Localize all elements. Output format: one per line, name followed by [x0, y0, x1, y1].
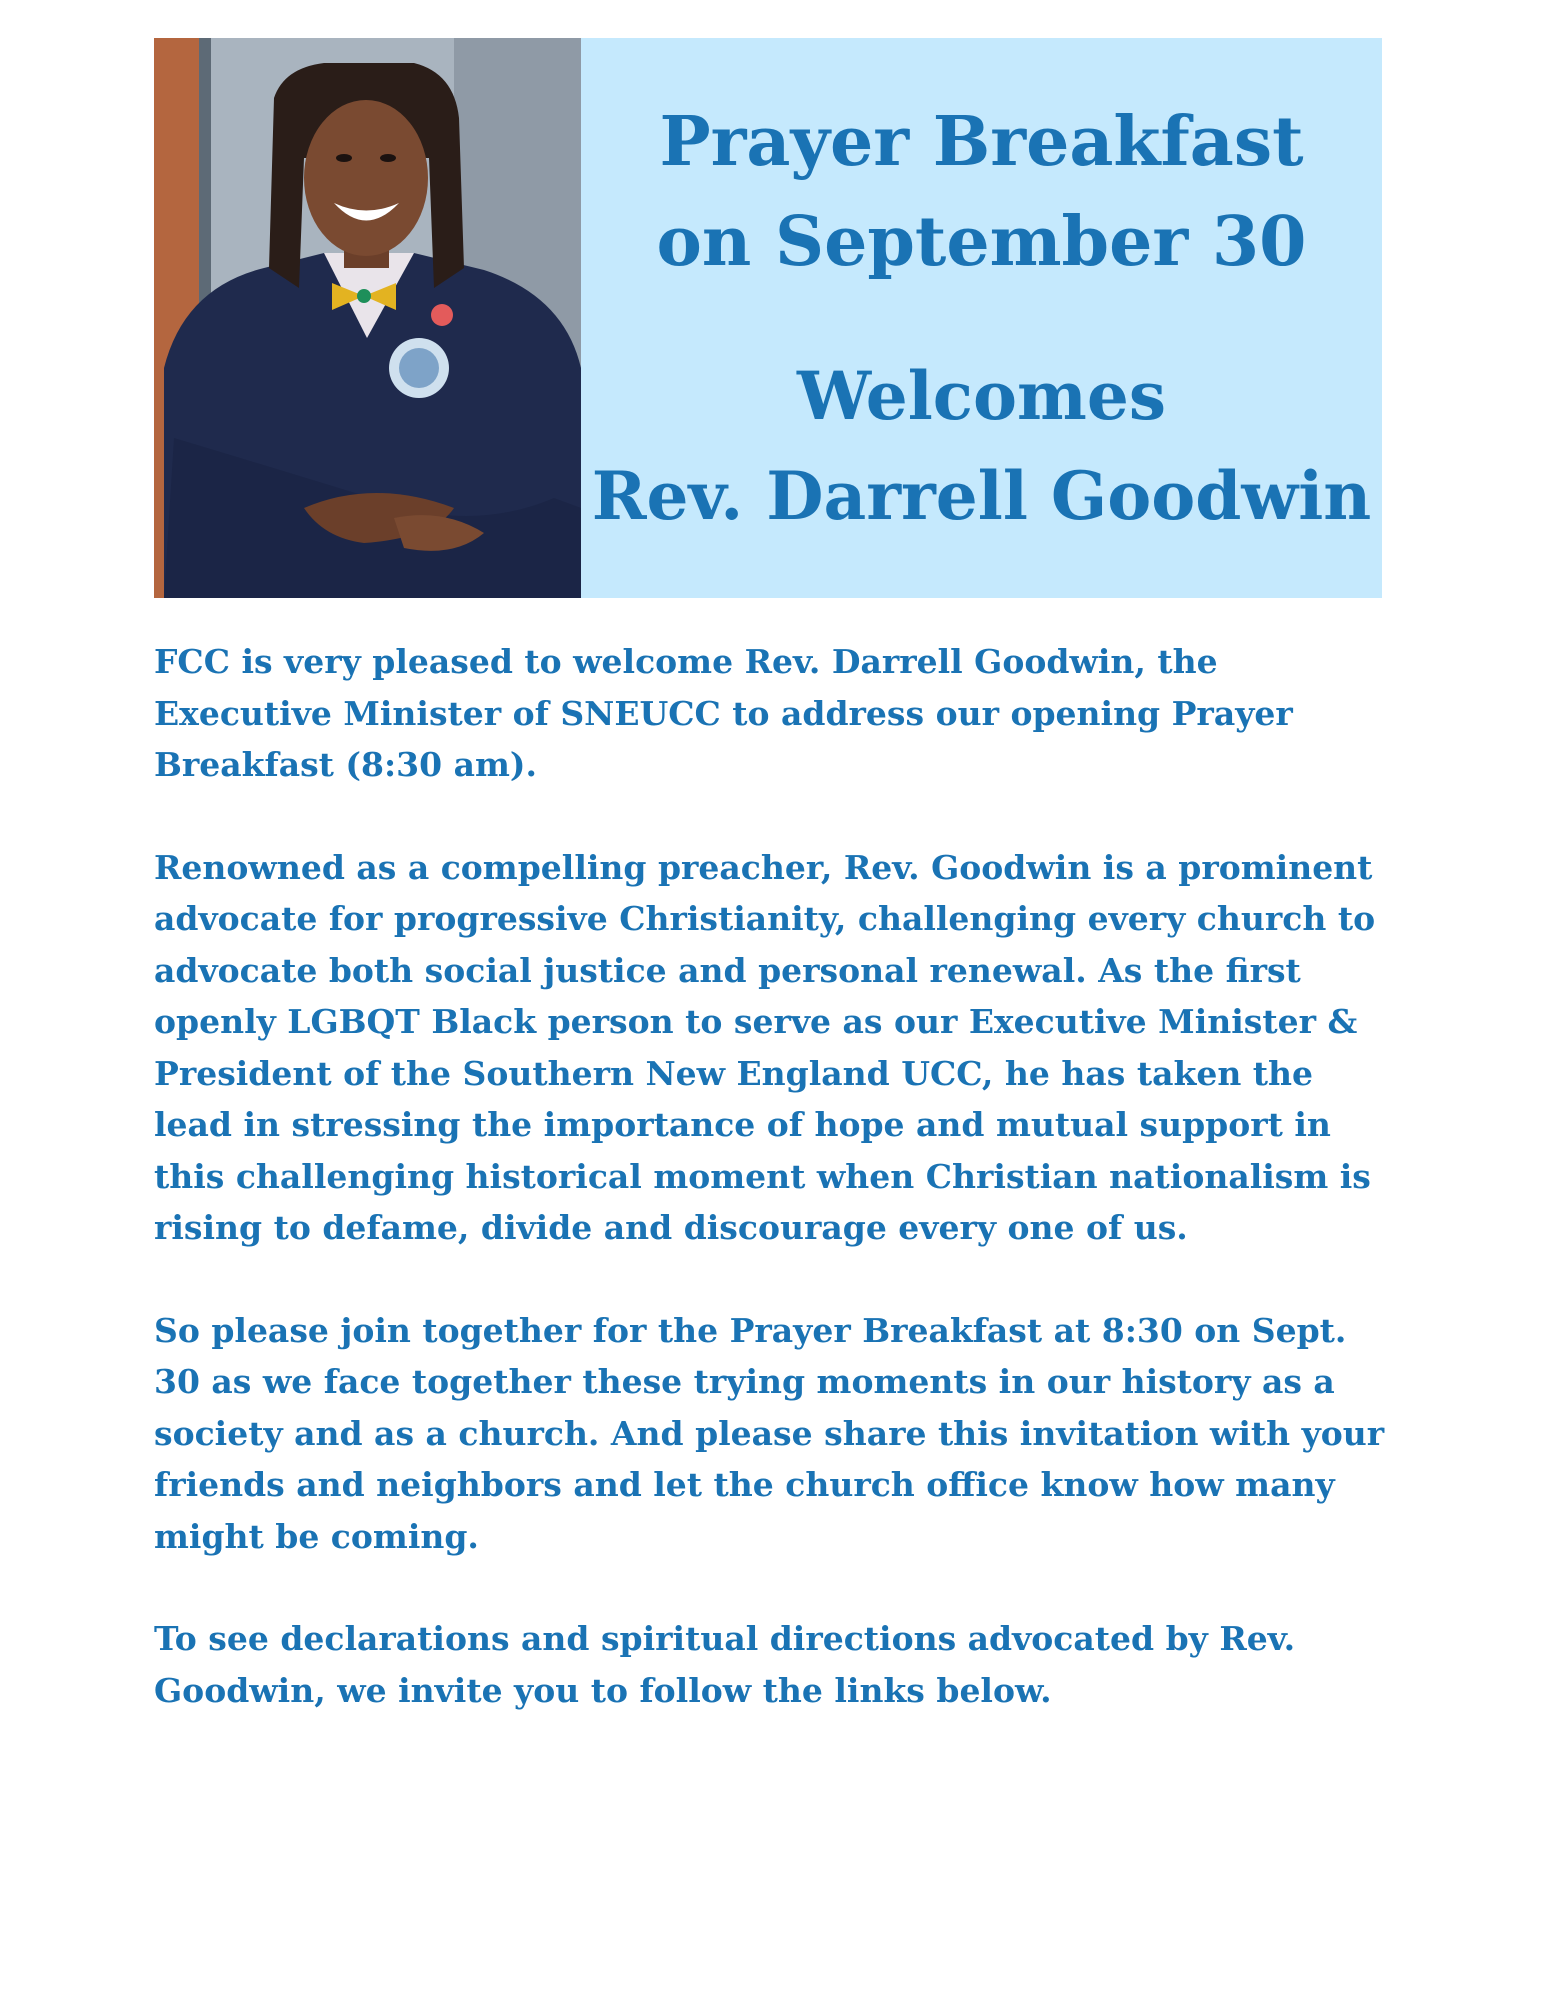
- announcement-body: [154, 636, 1394, 1767]
- welcomes-heading: Welcomes: [797, 357, 1166, 435]
- paragraph-bio: Renowned as a compelling preacher, Rev. Goodwin is a prominent advocate for progressive Christianity, challenging every church to advocate both social justice and personal renewal. As the first openly LGBQT Black person to serve as our Executive Minister & President of the Southern New England UCC, he has taken the lead in stressing the importance of hope and mutual support in this challenging historical moment when Christian nationalism is rising to defame, divide and discourage every one of us.: [154, 847, 1376, 1247]
- event-title: Prayer Breakfast: [659, 102, 1304, 182]
- paragraph-invitation: So please join together for the Prayer Breakfast at 8:30 on Sept. 30 as we face together these trying moments in our history as a society and as a church. And please share this invitation with your friends and neighbors and let the church office know how many might be coming.: [154, 1310, 1385, 1556]
- header-banner: [154, 38, 1382, 598]
- paragraph-links: To see declarations and spiritual directions advocated by Rev. Goodwin, we invite you to follow the links below.: [154, 1619, 1296, 1710]
- paragraph-intro: FCC is very pleased to welcome Rev. Darrell Goodwin, the Executive Minister of SNEUCC to address our opening Prayer Breakfast (8:30 am).: [154, 642, 1293, 784]
- event-date: on September 30: [656, 202, 1307, 282]
- title-panel: [581, 38, 1382, 598]
- portrait-photo: [154, 38, 581, 598]
- speaker-name: Rev. Darrell Goodwin: [591, 457, 1372, 535]
